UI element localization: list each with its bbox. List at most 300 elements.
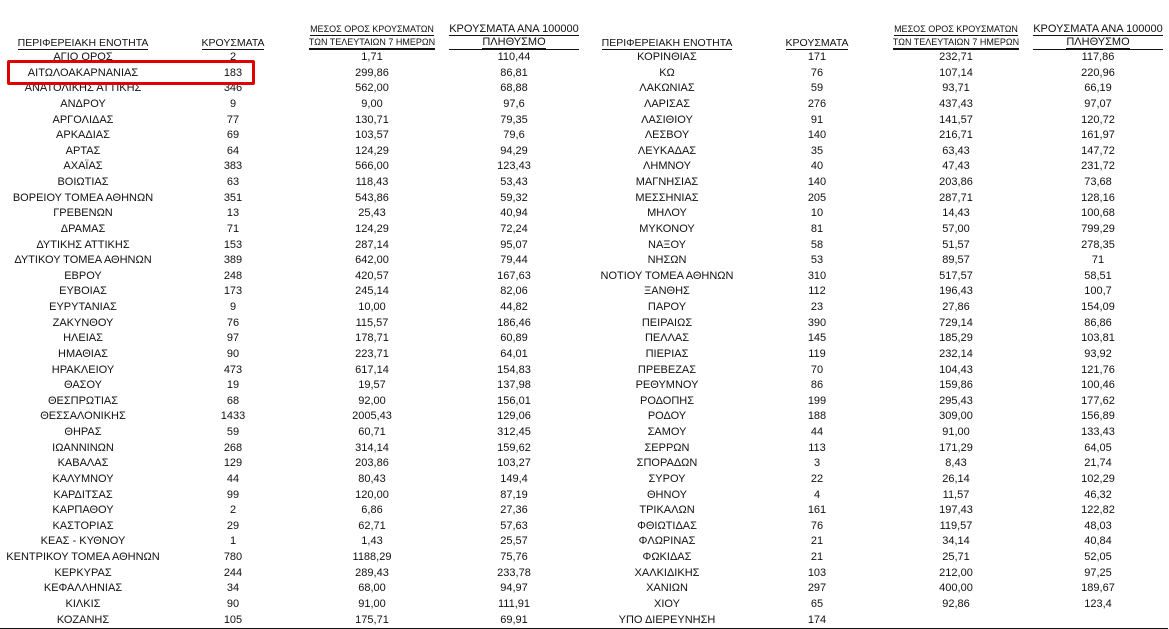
region-cell: ΚΟΡΙΝΘΙΑΣ [637,51,697,63]
avg7-cell: 60,71 [358,426,386,438]
per100k-cell: 44,82 [500,301,528,313]
region-cell: ΒΟΙΩΤΙΑΣ [57,176,109,188]
table-row [584,159,1168,175]
region-cell: ΜΥΚΟΝΟΥ [639,222,695,235]
region-cell: ΑΝΔΡΟΥ [60,97,106,110]
table-row [584,191,1168,207]
region-cell: ΦΩΚΙΔΑΣ [642,551,692,563]
cases-cell: 129 [223,457,243,470]
table-row [584,316,1168,332]
per100k-cell: 149,4 [500,472,528,485]
avg7-cell: 120,00 [355,488,389,501]
cases-cell: 473 [223,363,243,376]
table-row [584,456,1168,472]
region-cell: ΡΟΔΟΥ [647,410,687,423]
table-row [0,66,584,82]
avg7-cell: 185,29 [939,332,973,345]
header-avg7: ΜΕΣΟΣ ΟΡΟΣ ΚΡΟΥΣΜΑΤΩΝ ΤΩΝ ΤΕΛΕΥΤΑΙΩΝ 7 ΗΜΕΡΩΝ [300,0,444,50]
per100k-cell: 97,25 [1084,566,1112,579]
region-cell: ΠΕΛΛΑΣ [644,332,690,345]
cases-cell: 68 [226,394,240,407]
table-row [0,175,584,191]
per100k-cell: 159,62 [497,441,531,454]
avg7-cell: 299,86 [355,66,389,79]
per100k-cell: 117,86 [1081,51,1115,63]
avg7-cell: 10,00 [358,301,386,313]
region-cell: ΛΕΥΚΑΔΑΣ [637,144,697,157]
avg7-cell: 287,14 [355,238,389,251]
cases-cell: 21 [810,551,824,563]
cases-cell: 105 [166,613,300,629]
region-cell: ΔΥΤΙΚΗΣ ΑΤΤΙΚΗΣ [36,238,130,251]
per100k-cell: 87,19 [500,488,528,501]
avg7-cell: 729,14 [939,316,973,329]
avg7-cell: 245,14 [355,285,389,298]
avg7-cell: 80,43 [358,472,386,485]
per100k-cell: 110,44 [497,51,531,63]
cases-cell: 140 [807,176,827,188]
cases-cell: 90 [226,597,240,610]
table-row [584,331,1168,347]
cases-cell: 2 [229,51,237,63]
cases-cell: 97 [226,332,240,345]
table-row [584,613,1168,629]
per100k-cell: 278,35 [1081,238,1115,251]
avg7-cell: 517,57 [939,269,973,282]
per100k-cell: 68,88 [500,82,528,95]
cases-cell: 2 [229,504,237,517]
per100k-cell: 129,06 [497,410,531,423]
header-cases: ΚΡΟΥΣΜΑΤΑ [785,37,849,49]
avg7-cell: 543,86 [355,191,389,204]
table-row [584,269,1168,285]
avg7-cell: 617,14 [355,363,389,376]
region-cell: ΛΗΜΝΟΥ [643,160,691,173]
region-cell: ΣΑΜΟΥ [647,426,687,438]
avg7-cell: 124,29 [355,144,389,157]
avg7-cell: 203,86 [939,176,973,188]
cases-cell: 63 [226,176,240,188]
per100k-cell: 21,74 [1084,457,1112,470]
avg7-cell: 1,43 [361,535,383,548]
avg7-cell: 27,86 [942,301,970,313]
cases-cell: 76 [226,316,240,329]
avg7-cell: 203,86 [355,457,389,470]
avg7-cell: 115,57 [355,316,389,329]
region-cell: ΑΡΓΟΛΙΔΑΣ [52,113,114,126]
cases-table-right [584,0,1168,629]
table-row [0,597,584,613]
cases-cell: 276 [807,97,827,110]
table-row [0,97,584,113]
table-row [584,378,1168,394]
region-cell: ΛΕΣΒΟΥ [644,129,690,142]
cases-cell: 112 [808,285,826,298]
table-row [0,238,584,254]
avg7-cell: 2005,43 [352,410,392,423]
per100k-cell: 58,51 [1084,269,1112,282]
per100k-cell: 97,6 [503,97,525,110]
cases-cell: 76 [810,519,824,532]
region-cell: ΗΜΑΘΙΑΣ [58,347,108,360]
region-cell: ΑΓΙΟ ΟΡΟΣ [53,51,113,63]
table-row [584,175,1168,191]
table-row [584,206,1168,222]
cases-cell: 59 [226,426,240,438]
region-cell: ΜΑΓΝΗΣΙΑΣ [635,176,699,188]
avg7-cell: 232,71 [939,51,973,63]
avg7-cell: 25,71 [942,551,970,563]
cases-cell: 9 [229,301,237,313]
per100k-cell: 220,96 [1081,66,1115,79]
avg7-cell [884,613,1028,629]
table-row [584,81,1168,97]
cases-cell: 65 [810,597,824,610]
table-row [584,113,1168,129]
region-cell: ΞΑΝΘΗΣ [644,285,690,298]
region-cell: ΣΕΡΡΩΝ [644,441,690,454]
cases-cell: 58 [810,238,824,251]
per100k-cell: 312,45 [497,426,531,438]
avg7-cell: 642,00 [355,254,389,267]
table-row [0,503,584,519]
table-row [584,363,1168,379]
avg7-cell: 25,43 [358,207,386,220]
per100k-cell: 79,6 [503,129,525,142]
region-cell: ΚΑΡΔΙΤΣΑΣ [53,488,113,501]
per100k-cell: 69,91 [444,613,584,629]
avg7-cell: 93,71 [942,82,970,95]
cases-cell: 21 [810,535,824,548]
table-row [584,253,1168,269]
table-row [0,191,584,207]
avg7-cell: 171,29 [939,441,973,454]
cases-cell: 113 [808,441,826,454]
cases-cell: 71 [226,222,240,235]
table-row [0,81,584,97]
avg7-cell: 92,00 [358,394,386,407]
avg7-cell: 289,43 [355,566,389,579]
region-cell: ΧΙΟΥ [654,597,680,610]
header-per100k: ΚΡΟΥΣΜΑΤΑ ΑΝΑ 100000 ΠΛΗΘΥΣΜΟ [449,23,579,48]
region-cell: ΚΕΡΚΥΡΑΣ [54,566,112,579]
avg7-cell: 159,86 [939,379,973,392]
table-row [584,284,1168,300]
region-cell: ΑΝΑΤΟΛΙΚΗΣ ΑΤΤΙΚΗΣ [24,82,142,95]
avg7-cell: 62,71 [358,519,386,532]
region-cell: ΑΡΤΑΣ [65,144,101,157]
region-cell: ΠΡΕΒΕΖΑΣ [637,363,697,376]
region-cell: ΜΗΛΟΥ [647,207,687,220]
table-row [0,222,584,238]
cases-cell: 9 [229,97,237,110]
avg7-cell: 103,57 [355,129,389,142]
avg7-cell: 118,43 [355,176,389,188]
table-row [584,488,1168,504]
header-region: ΠΕΡΙΦΕΡΕΙΑΚΗ ΕΝΟΤΗΤΑ [17,37,149,49]
cases-cell: 389 [223,254,243,267]
table-row [0,144,584,160]
cases-cell: 346 [223,82,243,95]
region-cell: ΥΠΟ ΔΙΕΡΕΥΝΗΣΗ [584,613,750,629]
per100k-cell: 799,29 [1081,222,1115,235]
cases-cell: 86 [810,379,824,392]
cases-cell: 780 [223,551,243,563]
region-cell: ΑΡΚΑΔΙΑΣ [56,129,110,142]
per100k-cell: 154,83 [497,363,531,376]
per100k-cell: 94,97 [500,582,528,595]
per100k-cell: 59,32 [500,191,528,204]
per100k-cell: 103,27 [497,457,531,470]
table-row [0,550,584,566]
cases-cell: 34 [226,582,240,595]
header-avg7: ΜΕΣΟΣ ΟΡΟΣ ΚΡΟΥΣΜΑΤΩΝ ΤΩΝ ΤΕΛΕΥΤΑΙΩΝ 7 ΗΜΕΡΩΝ [884,0,1028,50]
avg7-cell: 47,43 [942,160,970,173]
region-cell: ΠΕΙΡΑΙΩΣ [641,316,693,329]
region-cell: ΕΒΡΟΥ [64,269,102,282]
table-row [0,425,584,441]
avg7-cell: 141,57 [939,113,973,126]
table-header-row [0,0,584,50]
cases-cell: 81 [810,222,824,235]
table-row [0,519,584,535]
per100k-cell: 167,63 [497,269,531,282]
avg7-cell: 91,00 [942,426,970,438]
per100k-cell: 40,94 [500,207,528,220]
table-row [584,394,1168,410]
per100k-cell: 128,16 [1081,191,1115,204]
per100k-cell: 156,01 [497,394,531,407]
table-row [0,159,584,175]
cases-cell: 140 [807,129,827,142]
cases-cell: 77 [226,113,240,126]
per100k-cell [1028,613,1168,629]
region-cell: ΘΗΝΟΥ [647,488,687,501]
avg7-cell: 196,43 [939,285,973,298]
cases-cell: 1 [229,535,237,548]
region-cell: ΚΩ [659,66,675,79]
per100k-cell: 133,43 [1081,426,1115,438]
per100k-cell: 79,35 [500,113,528,126]
table-row [0,113,584,129]
table-row [0,613,584,629]
per100k-cell: 72,24 [500,222,528,235]
avg7-cell: 19,57 [358,379,386,392]
avg7-cell: 309,00 [939,410,973,423]
cases-cell: 13 [226,207,240,220]
per100k-cell: 52,05 [1084,551,1112,563]
per100k-cell: 27,36 [500,504,528,517]
table-row [0,441,584,457]
cases-cell: 161 [807,504,827,517]
region-cell: ΚΕΝΤΡΙΚΟΥ ΤΟΜΕΑ ΑΘΗΝΩΝ [6,551,160,563]
cases-cell: 205 [807,191,827,204]
table-row [0,269,584,285]
cases-cell: 145 [807,332,827,345]
cases-cell: 153 [223,238,243,251]
region-cell: ΑΧΑΪΑΣ [63,160,103,173]
cases-cell: 10 [810,207,824,220]
cases-cell: 64 [226,144,240,157]
table-row [584,347,1168,363]
region-cell: ΒΟΡΕΙΟΥ ΤΟΜΕΑ ΑΘΗΝΩΝ [12,191,154,204]
cases-cell: 99 [226,488,240,501]
cases-cell: 59 [810,82,824,95]
region-cell: ΣΥΡΟΥ [648,472,686,485]
per100k-cell: 97,07 [1084,97,1112,110]
region-cell: ΚΑΒΑΛΑΣ [57,457,109,470]
avg7-cell: 216,71 [939,129,973,142]
table-row [584,550,1168,566]
cases-cell: 390 [807,316,827,329]
per100k-cell: 94,29 [500,144,528,157]
region-cell: ΕΥΒΟΙΑΣ [59,285,107,298]
region-cell: ΧΑΝΙΩΝ [646,582,688,595]
avg7-cell: 6,86 [361,504,383,517]
cases-cell: 199 [807,394,827,407]
per100k-cell: 64,05 [1084,441,1112,454]
cases-cell: 183 [223,66,243,79]
region-cell: ΕΥΡΥΤΑΝΙΑΣ [49,301,117,313]
per100k-cell: 137,98 [497,379,531,392]
region-cell: ΠΙΕΡΙΑΣ [645,347,689,360]
per100k-cell: 121,76 [1081,363,1115,376]
table-row [584,66,1168,82]
per100k-cell: 156,89 [1081,410,1115,423]
region-cell: ΡΕΘΥΜΝΟΥ [635,379,699,392]
per100k-cell: 122,82 [1081,504,1115,517]
per100k-cell: 48,03 [1084,519,1112,532]
avg7-cell: 9,00 [361,97,383,110]
per100k-cell: 86,86 [1084,316,1112,329]
table-row [0,534,584,550]
cases-cell: 53 [810,254,824,267]
table-row [0,378,584,394]
per100k-cell: 57,63 [500,519,528,532]
cases-cell: 268 [223,441,243,454]
table-row [584,581,1168,597]
avg7-cell: 14,43 [942,207,970,220]
table-row [584,566,1168,582]
avg7-cell: 420,57 [355,269,389,282]
avg7-cell: 104,43 [939,363,973,376]
region-cell: ΛΑΚΩΝΙΑΣ [639,82,695,95]
avg7-cell: 107,14 [939,66,973,79]
table-row [0,566,584,582]
table-row [0,581,584,597]
cases-cell: 90 [226,347,240,360]
region-cell: ΚΑΣΤΟΡΙΑΣ [52,519,114,532]
header-region: ΠΕΡΙΦΕΡΕΙΑΚΗ ΕΝΟΤΗΤΑ [601,37,733,49]
per100k-cell: 40,84 [1084,535,1112,548]
per100k-cell: 147,72 [1081,144,1115,157]
region-cell: ΝΑΞΟΥ [648,238,686,251]
per100k-cell: 82,06 [500,285,528,298]
per100k-cell: 120,72 [1081,113,1115,126]
cases-cell: 297 [807,582,827,595]
table-row [584,128,1168,144]
avg7-cell: 89,57 [942,254,970,267]
avg7-cell: 26,14 [942,472,970,485]
region-cell: ΚΙΛΚΙΣ [65,597,101,610]
per100k-cell: 60,89 [500,332,528,345]
avg7-cell: 197,43 [939,504,973,517]
region-cell: ΝΗΣΩΝ [647,254,687,267]
region-cell: ΘΗΡΑΣ [64,426,102,438]
avg7-cell: 1188,29 [352,551,392,563]
cases-table-left [0,0,584,629]
per100k-cell: 102,29 [1081,472,1115,485]
cases-cell: 44 [810,426,824,438]
avg7-cell: 57,00 [942,222,970,235]
region-cell: ΔΡΑΜΑΣ [60,222,106,235]
region-cell: ΦΛΩΡΙΝΑΣ [638,535,696,548]
per100k-cell: 123,4 [1084,597,1112,610]
region-cell: ΠΑΡΟΥ [647,301,687,313]
table-row [0,472,584,488]
cases-cell: 244 [223,566,243,579]
table-row [584,144,1168,160]
per100k-cell: 100,68 [1081,207,1115,220]
region-cell: ΓΡΕΒΕΝΩΝ [53,207,113,220]
cases-cell: 40 [810,160,824,173]
region-cell: ΤΡΙΚΑΛΩΝ [639,504,695,517]
avg7-cell: 68,00 [358,582,386,595]
cases-cell: 188 [807,410,827,423]
cases-cell: 310 [807,269,827,282]
per100k-cell: 86,81 [500,66,528,79]
cases-cell: 174 [750,613,884,629]
cases-cell: 4 [813,488,821,501]
region-cell: ΜΕΣΣΗΝΙΑΣ [635,191,699,204]
table-row [0,347,584,363]
avg7-cell: 63,43 [942,144,970,157]
table-row [0,363,584,379]
per100k-cell: 233,78 [497,566,531,579]
cases-cell: 119 [808,347,826,360]
region-cell: ΦΘΙΩΤΙΔΑΣ [637,519,697,532]
cases-cell: 70 [810,363,824,376]
avg7-cell: 314,14 [355,441,389,454]
table-row [584,534,1168,550]
per100k-cell: 25,57 [500,535,528,548]
per100k-cell: 177,62 [1081,394,1115,407]
per100k-cell: 161,97 [1081,129,1115,142]
header-per100k: ΚΡΟΥΣΜΑΤΑ ΑΝΑ 100000 ΠΛΗΘΥΣΜΟ [1033,23,1163,48]
cases-cell: 69 [226,129,240,142]
region-cell: ΝΟΤΙΟΥ ΤΟΜΕΑ ΑΘΗΝΩΝ [600,269,734,282]
per100k-cell: 93,92 [1084,347,1112,360]
table-row [0,50,584,66]
avg7-cell: 400,00 [939,582,973,595]
table-row [0,394,584,410]
region-cell: ΧΑΛΚΙΔΙΚΗΣ [634,566,700,579]
table-row [584,300,1168,316]
region-cell: ΘΑΣΟΥ [63,379,103,392]
avg7-cell: 287,71 [939,191,973,204]
avg7-cell: 124,29 [355,222,389,235]
per100k-cell: 66,19 [1084,82,1112,95]
per100k-cell: 103,81 [1081,332,1115,345]
per100k-cell: 79,44 [500,254,528,267]
table-row [584,425,1168,441]
cases-cell: 35 [810,144,824,157]
cases-cell: 1433 [220,410,246,423]
per100k-cell: 53,43 [500,176,528,188]
table-row [0,488,584,504]
avg7-cell: 51,57 [942,238,970,251]
avg7-cell: 223,71 [355,347,389,360]
